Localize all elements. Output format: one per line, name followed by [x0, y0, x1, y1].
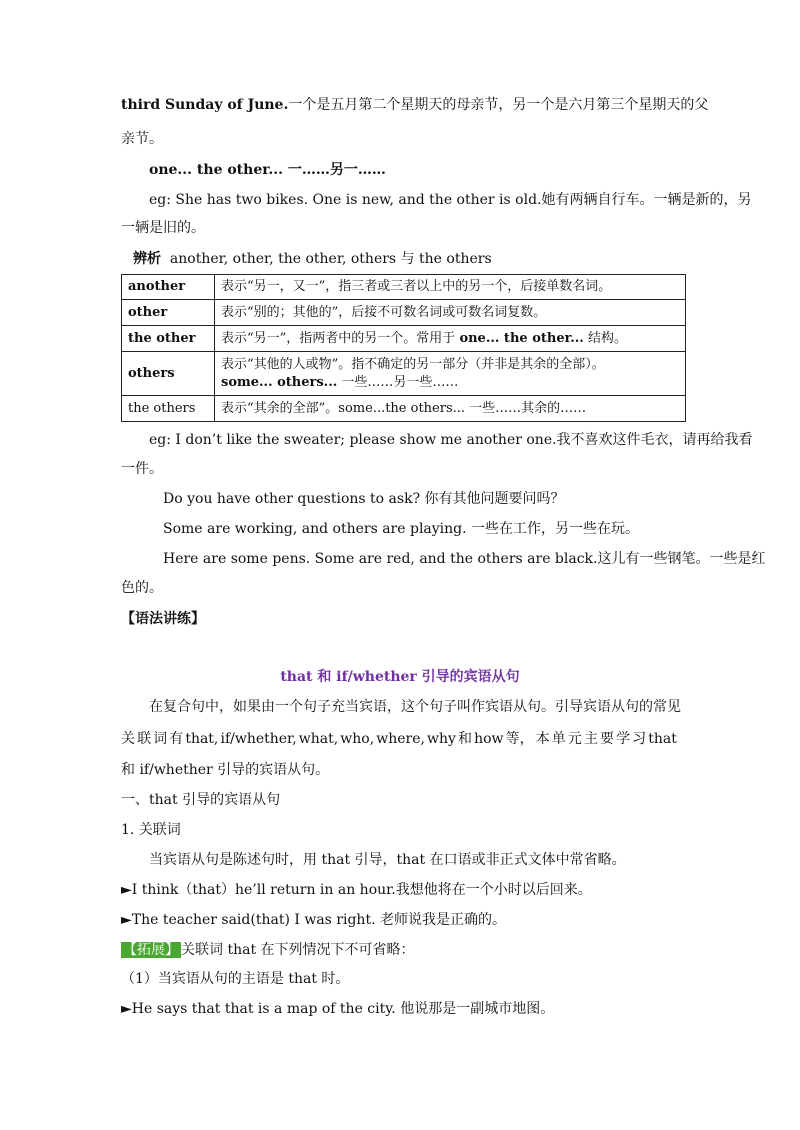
table-row [122, 275, 686, 300]
word: that [648, 731, 677, 747]
bianxi-line [133, 249, 492, 269]
intro-rest: 一个是五月第二个星期天的母亲节，另一个是六月第三个星期天的父 [288, 97, 709, 113]
word: 要 [600, 731, 615, 747]
table-desc: 表示“另一，又一”，指三者或三者以上中的另一个，后接单数名词。 [215, 275, 686, 300]
word: 有 [169, 731, 184, 747]
example-teacher: ►The teacher said(that) I was right. 老师说我是正确的。 [121, 912, 506, 928]
table-term: others [122, 352, 215, 396]
subheading-that: 一、that 引导的宾语从句 [121, 792, 281, 808]
table-desc-part: 一些……另一些…… [337, 374, 459, 390]
example-think: ►I think（that）he’ll return in an hour.我想他将在一个小时以后回来。 [121, 882, 592, 898]
example-another-1: eg: I don’t like the sweater; please show me another one.我不喜欢这件毛衣，请再给我看 [149, 432, 753, 448]
table-term: another [122, 275, 215, 300]
word: 等， [505, 731, 534, 747]
one-other-example-1: eg: She has two bikes. One is new, and the other is old.她有两辆自行车。一辆是新的，另 [149, 192, 752, 208]
example-another-2: 一件。 [121, 461, 163, 477]
expand-tag: 【拓展】 [123, 942, 179, 958]
bianxi-label: 辨析 [133, 251, 161, 267]
table-desc: 表示“别的；其他的”，后接不可数名词或可数名词复数。 [215, 300, 686, 326]
intro-line-2: 亲节。 [121, 131, 163, 147]
word: what, [298, 731, 339, 747]
table-term: the other [122, 326, 215, 352]
case-1: （1）当宾语从句的主语是 that 时。 [121, 971, 350, 987]
table-desc [215, 326, 686, 352]
example-the-others-1: Here are some pens. Some are red, and the others are black.这儿有一些钢笔。一些是红 [163, 551, 766, 567]
word: 学 [616, 731, 631, 747]
paragraph-line-1: 在复合句中，如果由一个句子充当宾语，这个句子叫作宾语从句。引导宾语从句的常见 [149, 699, 681, 715]
word: where, [376, 731, 425, 747]
word: 本 [535, 731, 550, 747]
word: that, [185, 731, 219, 747]
intro-bold: third Sunday of June. [121, 97, 289, 113]
example-other: Do you have other questions to ask? 你有其他问题要问吗？ [163, 491, 565, 507]
example-the-others-2: 色的。 [121, 580, 163, 596]
word: 联 [137, 731, 152, 747]
word: 习 [632, 731, 647, 747]
table-row [122, 300, 686, 326]
table-desc [215, 352, 686, 396]
word: 主 [583, 731, 598, 747]
expand-note [121, 940, 415, 960]
table-desc: 表示“其余的全部”。some...the others... 一些……其余的…… [215, 396, 686, 422]
example-says: ►He says that that is a map of the city. 他说那是一副城市地图。 [121, 1001, 555, 1017]
bianxi-text: another, other, the other, others 与 the others [169, 251, 492, 267]
table-term: other [122, 300, 215, 326]
paragraph-line-3: 和 if/whether 引导的宾语从句。 [121, 762, 330, 778]
one-other-heading: one... the other... 一……另一…… [149, 162, 386, 178]
comparison-table [121, 274, 686, 422]
table-row [122, 326, 686, 352]
subheading-connective: 1. 关联词 [121, 822, 181, 838]
table-desc-bold: some... others... [221, 374, 338, 390]
word: 关 [121, 731, 135, 747]
table-desc-bold: one... the other... [459, 330, 584, 346]
expand-text: 关联词 that 在下列情况下不可省略： [181, 942, 415, 958]
example-others: Some are working, and others are playing. 一些在工作，另一些在玩。 [163, 521, 640, 537]
intro-line-1 [121, 95, 708, 115]
paragraph-line-2 [121, 729, 677, 749]
table-desc-part: 表示“其他的人或物”。指不确定的另一部分（并非是其余的全部）。 [221, 356, 605, 372]
word: 词 [153, 731, 168, 747]
word: 元 [567, 731, 582, 747]
word: 单 [551, 731, 566, 747]
one-other-example-2: 一辆是旧的。 [121, 220, 205, 236]
section-title: 【语法讲练】 [121, 611, 205, 627]
word: who, [340, 731, 375, 747]
word: if/whether, [220, 731, 297, 747]
word: how [474, 731, 504, 747]
topic-title: that 和 if/whether 引导的宾语从句 [280, 669, 520, 685]
table-row [122, 396, 686, 422]
rule-text: 当宾语从句是陈述句时，用 that 引导，that 在口语或非正式文体中常省略。 [149, 852, 626, 868]
word: 和 [458, 731, 473, 747]
table-term: the others [122, 396, 215, 422]
table-desc-part: 结构。 [583, 330, 627, 346]
table-row [122, 352, 686, 396]
table-desc-part: 表示“另一”，指两者中的另一个。常用于 [221, 330, 460, 346]
word: why [427, 731, 456, 747]
